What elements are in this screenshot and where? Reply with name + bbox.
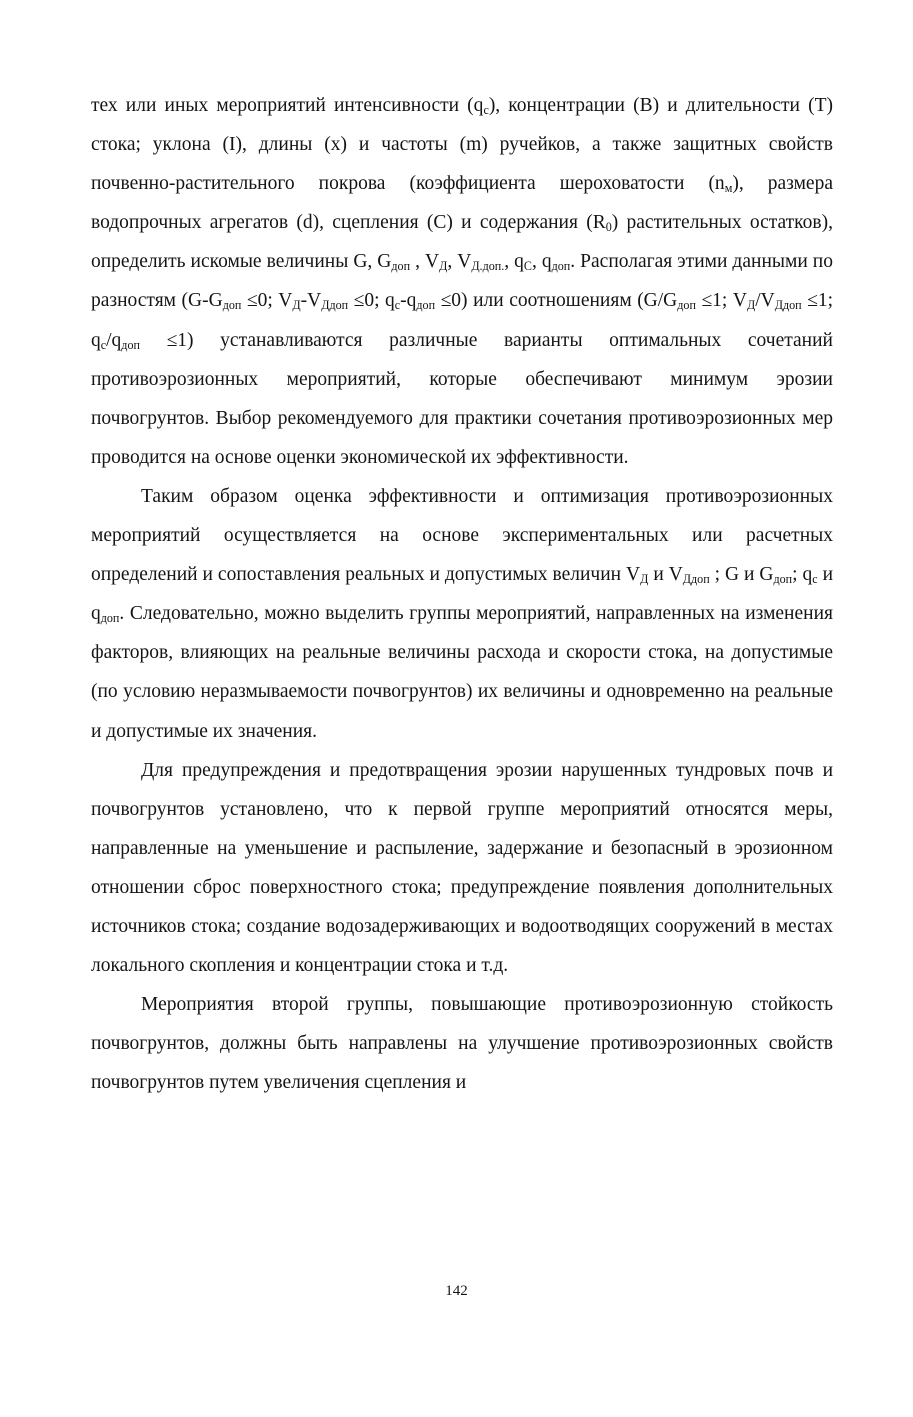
text-run: ), концентрации (В) и длительности (Т) стока; уклона (I), длины (x) и частоты (m) ручейков, а также защитных свойств почвенно-растительного покрова (коэффициента шероховатости (n xyxy=(91,95,833,195)
subscript: Д xyxy=(746,298,756,313)
text-run: ≤0) или соотношениям (G/G xyxy=(435,290,678,312)
text-run: Мероприятия второй группы, повышающие противоэрозионную стойкость почвогрунтов, должны быть направлены на улучшение противоэрозионных свойств почвогрунтов путем увеличения сцепления и xyxy=(91,994,833,1094)
subscript: c xyxy=(100,337,107,352)
text-run: /q xyxy=(106,329,122,351)
text-run: , V xyxy=(410,251,440,273)
subscript: доп xyxy=(551,259,571,274)
subscript: Ддоп xyxy=(774,298,802,313)
body-text xyxy=(91,86,833,1102)
subscript: доп xyxy=(677,298,696,313)
text-run: тех или иных мероприятий интенсивности (q xyxy=(91,95,484,116)
paragraph-4 xyxy=(91,985,833,1102)
subscript: C xyxy=(523,259,532,274)
text-run: ) растительных остатков), определить искомые величины G, G xyxy=(91,212,833,273)
subscript: c xyxy=(483,103,489,118)
paragraph-1 xyxy=(91,86,833,477)
subscript: Ддоп xyxy=(321,298,349,313)
text-run: Таким образом оценка эффективности и оптимизация противоэрозионных мероприятий осуществляется на основе экспериментальных или расчетных определений и сопоставления реальных и допустимых величин V xyxy=(91,485,833,586)
text-run: ; q xyxy=(792,564,813,586)
text-run: /V xyxy=(755,290,775,312)
subscript: c xyxy=(394,298,401,313)
text-run: , q xyxy=(531,251,552,273)
text-run: . Располагая этими данными по разностям (G-G xyxy=(91,251,833,312)
text-run: -V xyxy=(300,290,322,312)
text-run: , V xyxy=(447,251,472,273)
text-run: ≤0; q xyxy=(348,290,395,312)
text-run: ; G и G xyxy=(709,564,774,586)
paragraph-2 xyxy=(91,477,833,751)
paragraph-3 xyxy=(91,751,833,986)
subscript: м xyxy=(724,181,733,196)
subscript: Д xyxy=(439,259,448,274)
page-number: 142 xyxy=(445,1283,468,1299)
text-run: . Следовательно, можно выделить группы мероприятий, направленных на изменения факторов, влияющих на реальные величины расхода и скорости стока, на допустимые (по условию неразмываемости почвогрунтов) их величины и одновременно на реальные и допустимые их значения. xyxy=(91,603,833,742)
subscript: доп xyxy=(121,337,140,352)
subscript: c xyxy=(812,572,818,587)
subscript: Д xyxy=(640,572,649,587)
subscript: доп xyxy=(416,298,436,313)
subscript: Ддоп xyxy=(682,572,710,587)
subscript: Д.доп. xyxy=(471,259,505,274)
text-run: и V xyxy=(648,564,683,586)
text-run: ≤1; V xyxy=(695,290,747,312)
text-run: и q xyxy=(91,564,834,625)
text-run: , q xyxy=(504,251,524,273)
text-run: ), размера водопрочных агрегатов (d), сцепления (С) и содержания (R xyxy=(91,173,833,234)
subscript: доп xyxy=(773,572,793,587)
text-run: Для предупреждения и предотвращения эрозии нарушенных тундровых почв и почвогрунтов установлено, что к первой группе мероприятий относятся меры, направленные на уменьшение и распыление, задержание и безопасный в эрозионном отношении сброс поверхностного стока; предупреждение появления дополнительных источников стока; создание водозадерживающих и водоотводящих сооружений в местах локального скопления и концентрации стока и т.д. xyxy=(91,759,833,977)
subscript: 0 xyxy=(605,220,612,235)
subscript: Д xyxy=(292,298,301,313)
text-run: -q xyxy=(400,290,417,312)
subscript: доп xyxy=(391,259,411,274)
text-run: ≤0; V xyxy=(241,290,293,312)
subscript: доп xyxy=(100,611,120,626)
subscript: доп xyxy=(222,298,242,313)
text-run: ≤1; q xyxy=(91,290,833,351)
text-run: ≤1) устанавливаются различные варианты оптимальных сочетаний противоэрозионных мероприятий, которые обеспечивают минимум эрозии почвогрунтов. Выбор рекомендуемого для практики сочетания противоэрозионных мер проводится на основе оценки экономической их эффективности. xyxy=(91,329,833,468)
